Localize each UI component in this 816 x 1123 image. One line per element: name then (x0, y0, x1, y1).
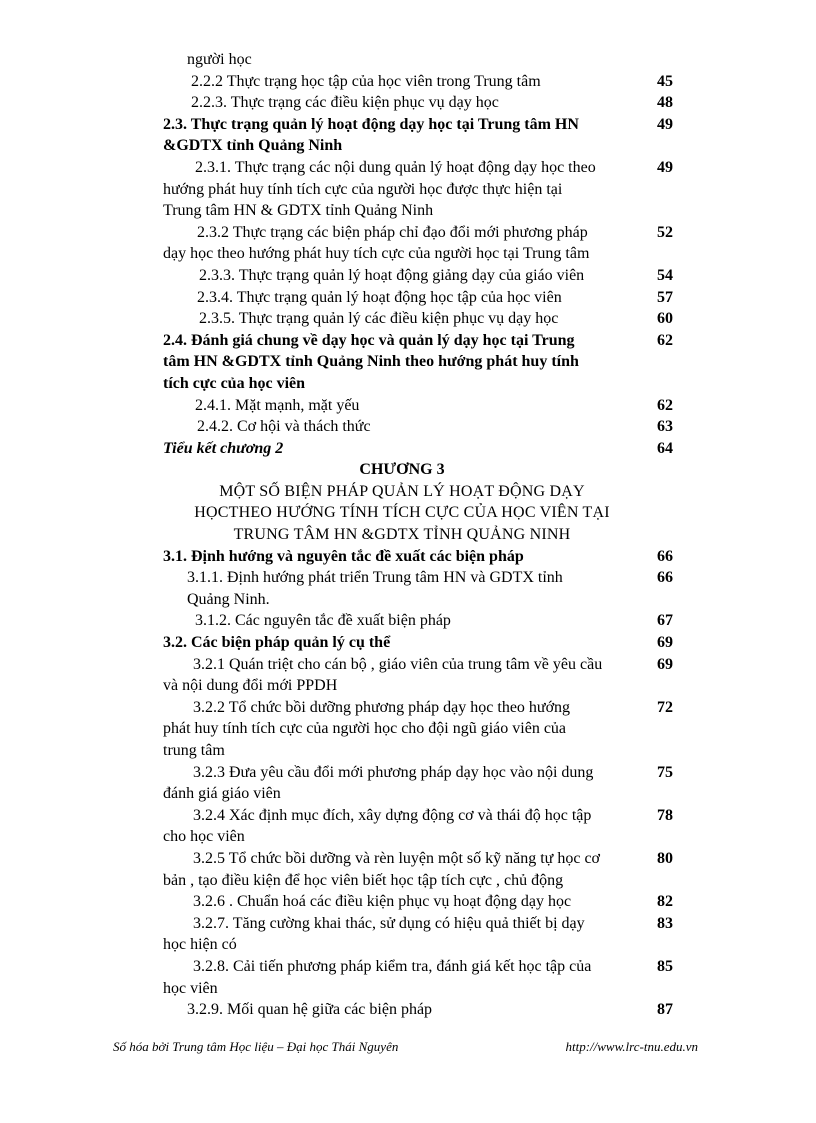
footer-source: Số hóa bởi Trung tâm Học liệu – Đại học Thái Nguyên (113, 1039, 399, 1054)
page-footer (113, 1039, 698, 1055)
toc-entry[interactable] (163, 999, 673, 1021)
toc-entry-line: bản , tạo điều kiện để học viên biết học tập tích cực , chủ động (163, 871, 564, 889)
toc-entry-line: người học (187, 51, 252, 68)
toc-entry[interactable] (163, 654, 673, 697)
toc-page-number: 66 (657, 569, 673, 587)
toc-entry-title (163, 567, 633, 610)
toc-page-number: 48 (657, 94, 673, 112)
toc-entry-line: 3.1. Định hướng và nguyên tắc đề xuất các biện pháp (163, 547, 524, 565)
toc-entry-line: dạy học theo hướng phát huy tích cực của người học tại Trung tâm (163, 245, 590, 263)
toc-entry-line: 3.2.7. Tăng cường khai thác, sử dụng có hiệu quả thiết bị dạy (193, 914, 585, 932)
toc-entry[interactable] (163, 848, 673, 891)
footer-url[interactable]: http://www.lrc-tnu.edu.vn (565, 1039, 698, 1054)
toc-entry-line: học viên (163, 979, 218, 997)
toc-entry-line: 3.1.2. Các nguyên tắc đề xuất biện pháp (195, 612, 451, 630)
toc-page-number: 52 (657, 223, 673, 241)
toc-page-number: 64 (657, 439, 673, 457)
toc-entry-line: 3.2.2 Tổ chức bồi dưỡng phương pháp dạy học theo hướng (193, 698, 571, 716)
toc-entry-title (163, 438, 633, 460)
toc-entry-title (163, 654, 633, 697)
toc-page-number: 67 (657, 612, 673, 630)
toc-page-number: 82 (657, 893, 673, 911)
toc-entry-title (163, 71, 633, 93)
toc-entry-line: học hiện có (163, 936, 237, 954)
toc-entry-line: 3.2.3 Đưa yêu cầu đổi mới phương pháp dạy học vào nội dung (193, 763, 594, 781)
toc-page-number: 69 (657, 634, 673, 652)
toc-page-number: 45 (657, 72, 673, 90)
toc-page-number: 62 (657, 331, 673, 349)
toc-entry-line: Quảng Ninh. (187, 590, 270, 608)
toc-page-number: 78 (657, 806, 673, 824)
toc-entry-line: 3.2. Các biện pháp quản lý cụ thể (163, 634, 391, 652)
toc-page-number: 72 (657, 698, 673, 716)
toc-entry[interactable] (163, 92, 673, 114)
toc-entry-line: 3.2.9. Mối quan hệ giữa các biện pháp (187, 1001, 433, 1019)
chapter-title-line: HỌCTHEO HƯỚNG TÍNH TÍCH CỰC CỦA HỌC VIÊN TẠI (194, 504, 610, 522)
toc-entry[interactable] (163, 546, 673, 568)
toc-entry-line: 3.2.6 . Chuẩn hoá các điều kiện phục vụ hoạt động dạy học (193, 893, 572, 911)
toc-entry-title (163, 610, 633, 632)
toc-page-number: 54 (657, 266, 673, 284)
toc-entry-title (163, 632, 633, 654)
toc-entry-title (163, 913, 633, 956)
toc-page-number: 60 (657, 310, 673, 328)
toc-entry[interactable] (163, 762, 673, 805)
toc-page-number: 49 (657, 158, 673, 176)
toc-entry-line: 2.3. Thực trạng quản lý hoạt động dạy học tại Trung tâm HN (163, 115, 579, 133)
toc-entry[interactable] (163, 114, 673, 157)
toc-entry-title (163, 222, 633, 265)
toc-entry[interactable] (163, 891, 673, 913)
toc-entry[interactable] (163, 567, 673, 610)
toc-entry-title (163, 265, 633, 287)
toc-page-number: 49 (657, 115, 673, 133)
chapter-title-line: TRUNG TÂM HN &GDTX TỈNH QUẢNG NINH (233, 526, 571, 544)
toc-entry-line: 2.4.1. Mặt mạnh, mặt yếu (195, 396, 360, 414)
toc-entry-line: 2.2.3. Thực trạng các điều kiện phục vụ dạy học (191, 94, 499, 112)
chapter-title-line: MỘT SỐ BIỆN PHÁP QUẢN LÝ HOẠT ĐỘNG DẠY (219, 482, 585, 500)
toc-page-number: 69 (657, 655, 673, 673)
toc-entry-title (163, 848, 633, 891)
toc-list-chapter-2 (163, 49, 673, 459)
toc-entry-line: 3.2.1 Quán triệt cho cán bộ , giáo viên của trung tâm về yêu cầu (193, 655, 603, 673)
toc-entry-title (163, 330, 633, 395)
toc-entry[interactable] (163, 913, 673, 956)
toc-entry-line: trung tâm (163, 742, 225, 759)
toc-entry[interactable] (163, 157, 673, 222)
toc-entry[interactable] (163, 956, 673, 999)
toc-page-number: 63 (657, 418, 673, 436)
toc-list-chapter-3 (163, 546, 673, 1021)
toc-entry-line: phát huy tính tích cực của người học cho đội ngũ giáo viên của (163, 720, 567, 738)
toc-entry-title (163, 697, 633, 762)
toc-entry[interactable] (163, 330, 673, 395)
toc-entry-title (163, 891, 633, 913)
toc-entry-title (163, 999, 633, 1021)
toc-page-number: 62 (657, 396, 673, 414)
toc-entry-line: 3.1.1. Định hướng phát triển Trung tâm HN và GDTX tỉnh (187, 569, 563, 587)
toc-page-number: 57 (657, 288, 673, 306)
chapter-heading (163, 459, 673, 545)
toc-entry-line: đánh giá giáo viên (163, 785, 281, 803)
toc-entry-line: 2.3.1. Thực trạng các nội dung quản lý hoạt động dạy học theo (195, 158, 596, 176)
toc-entry-line: hướng phát huy tính tích cực của người học được thực hiện tại (163, 180, 563, 198)
toc-entry[interactable] (163, 805, 673, 848)
toc-entry-line: 2.3.4. Thực trạng quản lý hoạt động học tập của học viên (197, 288, 562, 306)
toc-entry[interactable] (163, 71, 673, 93)
toc-entry-title (163, 416, 633, 438)
table-of-contents (163, 49, 673, 1021)
toc-page-number: 66 (657, 547, 673, 565)
toc-entry[interactable] (163, 308, 673, 330)
toc-entry-title (163, 49, 633, 71)
toc-entry-line: 3.2.8. Cải tiến phương pháp kiểm tra, đánh giá kết học tập của (193, 957, 592, 975)
toc-entry-title (163, 956, 633, 999)
toc-entry[interactable] (163, 416, 673, 438)
toc-entry-line: cho học viên (163, 828, 245, 846)
toc-page-number: 85 (657, 957, 673, 975)
toc-page-number: 80 (657, 849, 673, 867)
toc-entry-line: 3.2.4 Xác định mục đích, xây dựng động cơ và thái độ học tập (193, 806, 592, 824)
toc-page-number: 75 (657, 763, 673, 781)
toc-entry[interactable] (163, 49, 673, 71)
toc-entry-title (163, 114, 633, 157)
toc-entry-line: 2.4. Đánh giá chung về dạy học và quản lý dạy học tại Trung (163, 331, 575, 349)
toc-entry-line: &GDTX tỉnh Quảng Ninh (163, 137, 343, 155)
toc-entry[interactable] (163, 438, 673, 460)
toc-entry-title (163, 92, 633, 114)
toc-entry-title (163, 287, 633, 309)
toc-entry-line: 2.3.5. Thực trạng quản lý các điều kiện phục vụ dạy học (199, 310, 559, 328)
chapter-number: CHƯƠNG 3 (359, 461, 445, 479)
toc-entry[interactable] (163, 395, 673, 417)
toc-entry-title (163, 395, 633, 417)
toc-entry-title (163, 308, 633, 330)
toc-entry-line: 2.4.2. Cơ hội và thách thức (197, 418, 371, 436)
toc-entry[interactable] (163, 632, 673, 654)
toc-entry[interactable] (163, 697, 673, 762)
toc-entry[interactable] (163, 265, 673, 287)
toc-entry-line: 2.2.2 Thực trạng học tập của học viên trong Trung tâm (191, 72, 541, 90)
toc-entry-line: 2.3.2 Thực trạng các biện pháp chỉ đạo đổi mới phương pháp (197, 223, 588, 241)
toc-entry-line: Trung tâm HN & GDTX tỉnh Quảng Ninh (163, 202, 434, 220)
toc-entry-line: và nội dung đổi mới PPDH (163, 677, 338, 695)
toc-entry-title (163, 805, 633, 848)
toc-entry[interactable] (163, 222, 673, 265)
toc-page-number: 83 (657, 914, 673, 932)
toc-entry-line: 2.3.3. Thực trạng quản lý hoạt động giảng dạy của giáo viên (199, 266, 585, 284)
toc-entry[interactable] (163, 610, 673, 632)
toc-entry-title (163, 546, 633, 568)
toc-entry-line: tích cực của học viên (163, 374, 306, 392)
toc-entry-line: Tiểu kết chương 2 (163, 439, 284, 457)
toc-entry-line: 3.2.5 Tổ chức bồi dưỡng và rèn luyện một số kỹ năng tự học cơ (193, 849, 601, 867)
toc-entry-title (163, 157, 633, 222)
toc-entry-line: tâm HN &GDTX tỉnh Quảng Ninh theo hướng phát huy tính (163, 353, 579, 371)
toc-entry[interactable] (163, 287, 673, 309)
toc-page-number: 87 (657, 1001, 673, 1019)
toc-entry-title (163, 762, 633, 805)
